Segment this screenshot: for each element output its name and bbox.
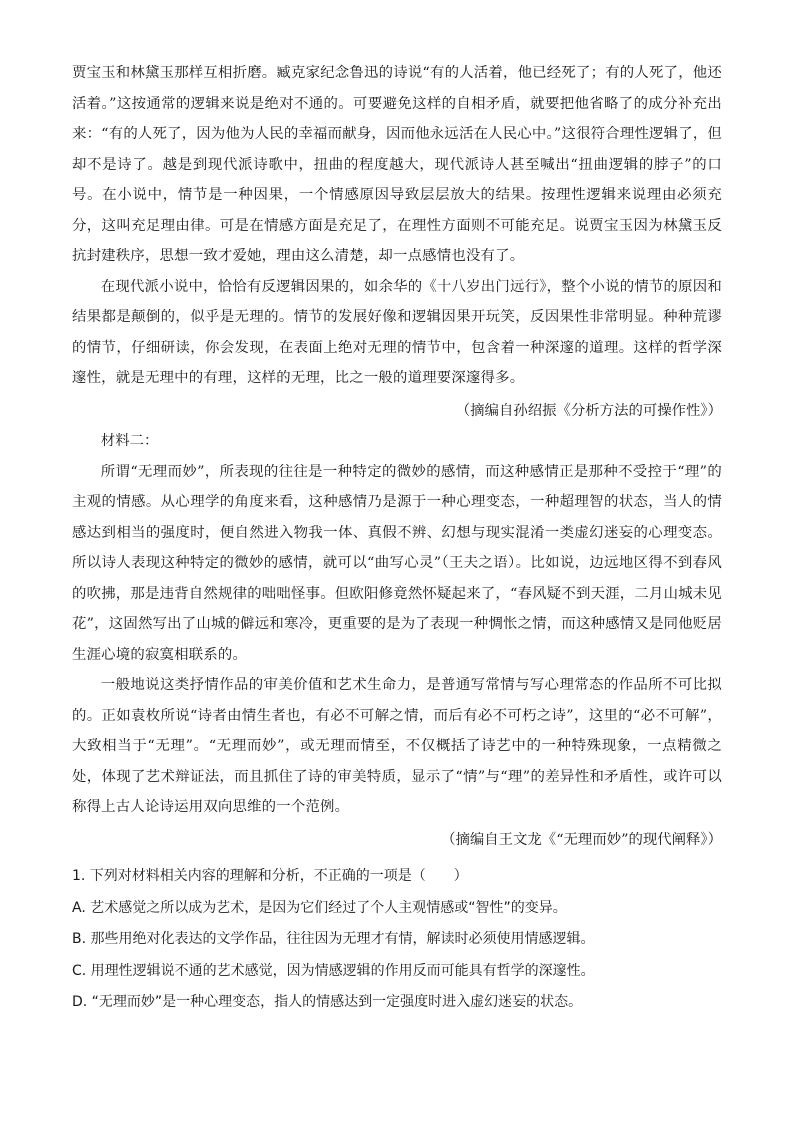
material2-source: （摘编自王文龙《“无理而妙”的现代阐释》） <box>441 831 722 848</box>
material1-paragraph-2: 在现代派小说中，恰恰有反逻辑因果的，如余华的《十八岁出门远行》，整个小说的情节的原因和结果都是颠倒的，似乎是无理的。情节的发展好像和逻辑因果开玩笑，反因果性非常明显。种种荒谬的情节，仔细研读，你会发现，在表面上绝对无理的情节中，包含着一种深邃的道理。这样的哲学深邃性，就是无理中的有理，这样的无理，比之一般的道理要深邃得多。 <box>72 278 722 386</box>
option-c: C. 用理性逻辑说不通的艺术感觉，因为情感逻辑的作用反而可能具有哲学的深邃性。 <box>72 962 595 979</box>
material1-paragraph-1: 贾宝玉和林黛玉那样互相折磨。臧克家纪念鲁迅的诗说“有的人活着，他已经死了；有的人死了，他还活着。”这按通常的逻辑来说是绝对不通的。可要避免这样的自相矛盾，就要把他省略了的成分补充出来：“有的人死了，因为他为人民的幸福而献身，因而他永远活在人民心中。”这很符合理性逻辑了，但却不是诗了。越是到现代派诗歌中，扭曲的程度越大，现代派诗人甚至喊出“扭曲逻辑的脖子”的口号。在小说中，情节是一种因果，一个情感原因导致层层放大的结果。按理性逻辑来说理由必须充分，这叫充足理由律。可是在情感方面是充足了，在理性方面则不可能充足。说贾宝玉因为林黛玉反抗封建秩序，思想一致才爱她，理由这么清楚，却一点感情也没有了。 <box>72 65 722 264</box>
material2-paragraph-2: 一般地说这类抒情作品的审美价值和艺术生命力，是普通写常情与写心理常态的作品所不可比拟的。正如袁枚所说“诗者由情生者也，有必不可解之情，而后有必不可朽之诗”，这里的“必不可解”，大致相当于“无理”。“无理而妙”，或无理而情至，不仅概括了诗艺中的一种特殊现象，一点精微之处，体现了艺术辩证法，而且抓住了诗的审美特质，显示了“情”与“理”的差异性和矛盾性，或许可以称得上古人论诗运用双向思维的一个范例。 <box>72 677 722 815</box>
option-b: B. 那些用绝对化表达的文学作品，往往因为无理才有情，解读时必须使用情感逻辑。 <box>72 931 595 947</box>
material1-source: （摘编自孙绍振《分析方法的可操作性》） <box>455 402 722 419</box>
document-page <box>72 58 722 1019</box>
question-stem: 1. 下列对材料相关内容的理解和分析，不正确的一项是（ ） <box>72 868 468 884</box>
material2-label: 材料二： <box>100 433 159 449</box>
option-d: D. “无理而妙”是一种心理变态，指人的情感达到一定强度时进入虚幻迷妄的状态。 <box>72 994 583 1010</box>
material2-paragraph-1: 所谓“无理而妙”，所表现的往往是一种特定的微妙的感情，而这种感情正是那种不受控于“理”的主观的情感。从心理学的角度来看，这种感情乃是源于一种心理变态，一种超理智的状态，当人的情感达到相当的强度时，便自然进入物我一体、真假不辨、幻想与现实混淆一类虚幻迷妄的心理变态。所以诗人表现这种特定的微妙的感情，就可以“曲写心灵”（王夫之语）。比如说，边远地区得不到春风的吹拂，那是违背自然规律的咄咄怪事。但欧阳修竟然怀疑起来了，“春风疑不到天涯，二月山城未见花”，这固然写出了山城的僻远和寒冷，更重要的是为了表现一种惆怅之情，而这种感情又是同他贬居生涯心境的寂寞相联系的。 <box>72 463 722 663</box>
option-a: A. 艺术感觉之所以成为艺术，是因为它们经过了个人主观情感或“智性”的变异。 <box>72 899 567 916</box>
